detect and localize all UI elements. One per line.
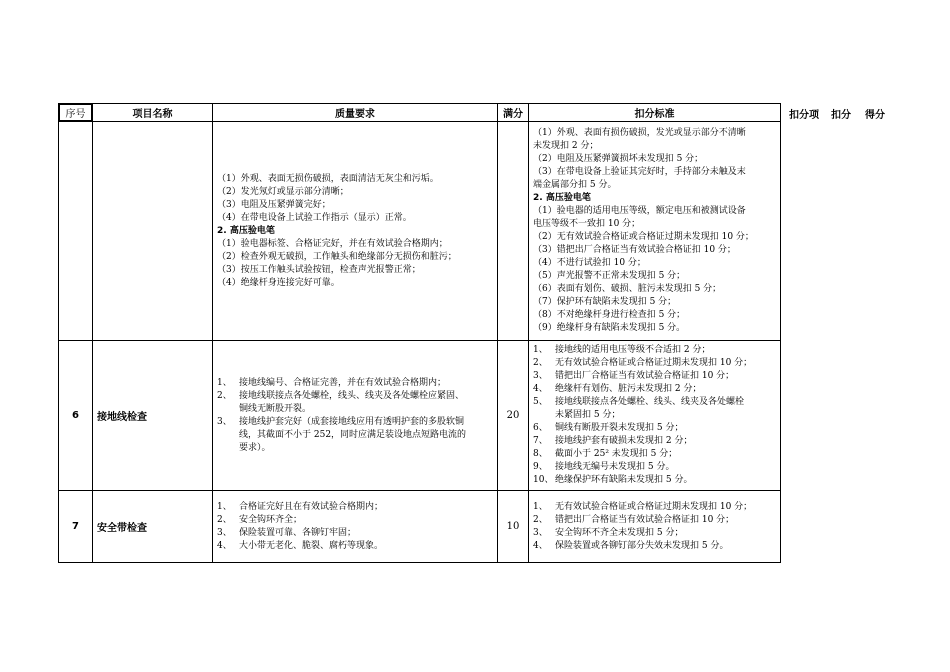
- list-item: [217, 540, 497, 553]
- text-line: （1）验电器标签、合格证完好，并在有效试验合格期内；: [217, 238, 448, 249]
- list-item: [217, 501, 497, 514]
- list-item-number: 2、: [533, 358, 548, 368]
- table-row-6: [59, 341, 781, 491]
- list-item-number: 7、: [533, 436, 548, 446]
- text-line: 电压等级不一致扣 10 分；: [533, 219, 641, 229]
- list-item: [533, 435, 780, 448]
- header-deduction: 扣分标准: [529, 104, 781, 122]
- list-item-text: 线，其截面不小于 252，同时应满足装设地点短路电流的: [239, 429, 467, 440]
- text-line: （5）声光报警不正常未发现扣 5 分；: [533, 271, 686, 281]
- list-item-number: 4、: [217, 540, 232, 551]
- row6-deductions: [529, 341, 781, 491]
- header-extra-score: 得分: [865, 110, 885, 121]
- header-quality: 质量要求: [213, 104, 498, 122]
- row6-no: 6: [59, 341, 93, 491]
- list-item-text: 接地线的适用电压等级不合适扣 2 分；: [555, 345, 711, 355]
- list-item-text: 绝缘杆有划伤、脏污未发现扣 2 分；: [555, 384, 702, 394]
- list-item: [217, 429, 497, 442]
- list-item: [217, 377, 497, 390]
- list-item-number: 1、: [217, 501, 232, 512]
- list-item-number: 1、: [217, 377, 232, 388]
- list-item-number: 2、: [217, 514, 232, 525]
- list-item: [217, 416, 497, 429]
- list-item: [533, 474, 780, 487]
- list-item: [217, 527, 497, 540]
- text-line: （3）在带电设备上验证其完好时，手持部分未触及末: [533, 167, 746, 177]
- text-line: （4）在带电设备上试验工作指示（显示）正常。: [217, 212, 412, 223]
- list-item-text: 铜线无断股开裂。: [239, 403, 312, 414]
- table-row-continued: [59, 122, 781, 341]
- list-item-number: 3、: [217, 527, 232, 538]
- list-item-number: 6、: [533, 423, 548, 433]
- text-line: （4）绝缘杆身连接完好可靠。: [217, 277, 340, 288]
- list-item: [533, 357, 780, 370]
- text-line: （3）电阻及压紧弹簧完好；: [217, 199, 331, 210]
- list-item-number: 3、: [533, 527, 548, 538]
- list-item-text: 要求）。: [239, 442, 271, 453]
- text-line: （8）不对绝缘杆身进行检查扣 5 分；: [533, 310, 686, 320]
- row7-deductions: [529, 491, 781, 563]
- list-item-number: 1、: [533, 501, 548, 512]
- list-item-text: 安全钩环齐全；: [239, 514, 303, 525]
- list-item-number: 4、: [533, 384, 548, 394]
- header-row: [59, 104, 781, 122]
- row7-name: 安全带检查: [93, 491, 213, 563]
- list-item-number: 4、: [533, 540, 548, 551]
- list-item-text: 接地线护套有破损未发现扣 2 分；: [555, 436, 693, 446]
- header-extra-item: 扣分项: [789, 110, 819, 121]
- header-name: 项目名称: [93, 104, 213, 122]
- text-line: （2）发光氖灯或显示部分清晰；: [217, 186, 349, 197]
- list-item-number: 8、: [533, 449, 548, 459]
- list-item: [217, 403, 497, 416]
- cont-requirements: [213, 122, 498, 341]
- list-item: [533, 527, 780, 540]
- list-item-text: 错把出厂合格证当有效试验合格证扣 10 分；: [555, 514, 735, 525]
- list-item: [533, 540, 780, 553]
- cont-no-cell: [59, 122, 93, 341]
- header-full-score: 满分: [498, 104, 529, 122]
- text-line: （2）无有效试验合格证或合格证过期未发现扣 10 分；: [533, 232, 754, 242]
- list-item-text: 绝缘保护环有缺陷未发现扣 5 分。: [555, 475, 693, 485]
- list-item: [533, 396, 780, 409]
- list-item: [217, 442, 497, 455]
- list-item: [533, 344, 780, 357]
- list-item: [533, 409, 780, 422]
- row6-requirements: [213, 341, 498, 491]
- text-line: 2. 高压验电笔: [533, 193, 591, 203]
- row6-score: 20: [498, 341, 529, 491]
- list-item-number: 1、: [533, 345, 548, 355]
- cont-deductions: [529, 122, 781, 341]
- list-item-text: 无有效试验合格证或合格证过期未发现扣 10 分；: [555, 358, 753, 368]
- list-item-number: 3、: [533, 371, 548, 381]
- list-item-number: 10、: [533, 475, 554, 485]
- row7-requirements: [213, 491, 498, 563]
- list-item-number: 3、: [217, 416, 232, 427]
- header-seq: 序号: [59, 104, 93, 122]
- list-item-text: 接地线联接点各处螺栓，线头、线夹及各处螺栓应紧固、: [239, 390, 465, 401]
- text-line: （4）不进行试验扣 10 分；: [533, 258, 646, 268]
- list-item-text: 接地线联接点各处螺栓、线头、线夹及各处螺栓: [555, 397, 745, 407]
- row6-name: 接地线检查: [93, 341, 213, 491]
- list-item-number: 9、: [533, 462, 548, 472]
- text-line: 端金属部分扣 5 分。: [533, 180, 617, 190]
- text-line: （9）绝缘杆身有缺陷未发现扣 5 分。: [533, 323, 686, 333]
- text-line: （3）按压工作触头试验按钮，检查声光报警正常；: [217, 264, 421, 275]
- list-item-text: 未紧固扣 5 分；: [555, 410, 621, 420]
- text-line: 2. 高压验电笔: [217, 225, 275, 236]
- text-line: （2）检查外观无破损，工作触头和绝缘部分无损伤和脏污；: [217, 251, 457, 262]
- scoring-table: [58, 103, 781, 563]
- list-item-text: 保险装置可靠、各铆钉牢固；: [239, 527, 357, 538]
- text-line: （3）错把出厂合格证当有效试验合格证扣 10 分；: [533, 245, 736, 255]
- list-item: [217, 390, 497, 403]
- list-item-number: 5、: [533, 397, 548, 407]
- list-item-number: 2、: [217, 390, 232, 401]
- text-line: （7）保护环有缺陷未发现扣 5 分；: [533, 297, 677, 307]
- header-extra-deduct: 扣分: [831, 110, 851, 121]
- list-item: [533, 501, 780, 514]
- list-item-text: 大小带无老化、脆裂、腐朽等现象。: [239, 540, 384, 551]
- cont-score-cell: [498, 122, 529, 341]
- list-item: [533, 448, 780, 461]
- row7-score: 10: [498, 491, 529, 563]
- list-item: [533, 383, 780, 396]
- list-item-text: 保险装置或各铆钉部分失效未发现扣 5 分。: [555, 540, 729, 551]
- list-item-text: 无有效试验合格证或合格证过期未发现扣 10 分；: [555, 501, 753, 512]
- list-item-text: 截面小于 25² 未发现扣 5 分；: [555, 449, 678, 459]
- text-line: （1）外观、表面无损伤破损，表面清洁无灰尘和污垢。: [217, 173, 439, 184]
- grid: [58, 103, 781, 563]
- list-item-number: 2、: [533, 514, 548, 525]
- text-line: （2）电阻及压紧弹簧损坏未发现扣 5 分；: [533, 154, 704, 164]
- list-item: [533, 422, 780, 435]
- text-line: 未发现扣 2 分；: [533, 141, 599, 151]
- list-item: [533, 370, 780, 383]
- text-line: （6）表面有划伤、破损、脏污未发现扣 5 分；: [533, 284, 722, 294]
- list-item: [533, 514, 780, 527]
- list-item: [533, 461, 780, 474]
- list-item-text: 铜线有断股开裂未发现扣 5 分；: [555, 423, 684, 433]
- list-item-text: 接地线无编号未发现扣 5 分。: [555, 462, 675, 472]
- list-item-text: 错把出厂合格证当有效试验合格证扣 10 分；: [555, 371, 735, 381]
- table-row-7: [59, 491, 781, 563]
- text-line: （1）验电器的适用电压等级，额定电压和被测试设备: [533, 206, 746, 216]
- cont-name-cell: [93, 122, 213, 341]
- list-item-text: 接地线护套完好（成套接地线应用有透明护套的多股软铜: [239, 416, 465, 427]
- list-item-text: 安全钩环不齐全未发现扣 5 分；: [555, 527, 684, 538]
- list-item-text: 接地线编号、合格证完善，并在有效试验合格期内；: [239, 377, 447, 388]
- list-item-text: 合格证完好且在有效试验合格期内；: [239, 501, 384, 512]
- list-item: [217, 514, 497, 527]
- text-line: （1）外观、表面有损伤破损，发光或显示部分不清晰: [533, 128, 746, 138]
- row7-no: 7: [59, 491, 93, 563]
